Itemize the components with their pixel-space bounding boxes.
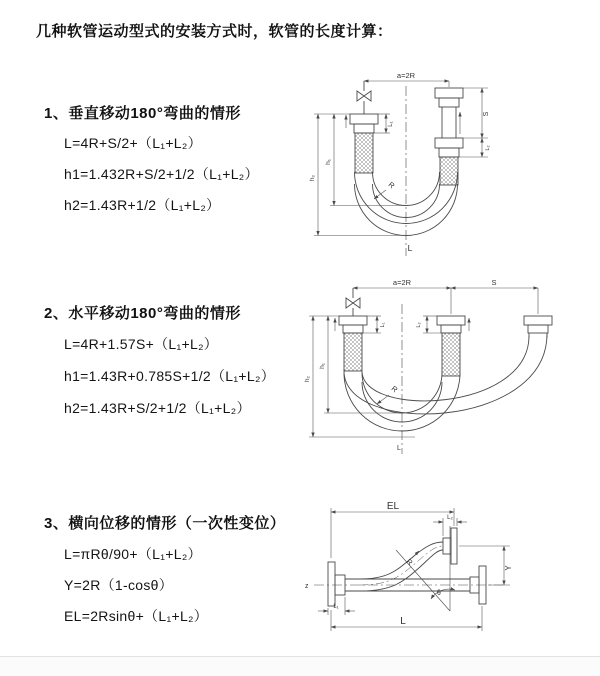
braided-hose [344,333,362,371]
pipe-fitting [350,114,378,124]
braided-hose [355,133,373,173]
section-2-heading: 2、水平移动180°弯曲的情形 [44,305,241,322]
dim-label-l1: L₁ [380,322,386,328]
hose-drawing [350,81,463,256]
dim-label-h2: h₂ [309,174,316,182]
dim-label-s: S [491,278,497,287]
dim-label-a2r: a=2R [396,71,416,80]
formula-line: h2=1.43R+S/2+1/2（L₁+L₂） [64,400,251,416]
dim-label-l1: L₁ [333,604,339,610]
hose-bend-arc [355,184,458,236]
braided-hose [440,157,458,185]
dim-label-a2r: a=2R [392,278,412,287]
radius-leader [412,551,419,558]
formula-line: L=4R+1.57S+（L₁+L₂） [64,336,219,352]
dim-label-l: L [407,243,413,253]
dimension-lines [309,288,538,437]
dimension-lines [314,81,488,236]
dim-label-r: R [404,556,415,568]
formula-line: h2=1.43R+1/2（L₁+L₂） [64,197,221,213]
pipe-fitting [437,316,465,325]
page-bottom-edge [0,656,600,676]
hose-drawing [339,288,552,454]
page-title: 几种软管运动型式的安装方式时，软管的长度计算： [36,23,393,40]
dim-label-y: Y [504,565,513,571]
formula-line: L=πRθ/90+（L₁+L₂） [64,546,202,562]
formula-line: h1=1.43R+0.785S+1/2（L₁+L₂） [64,368,275,384]
valve-icon [346,298,360,308]
formula-line: EL=2Rsinθ+（L₁+L₂） [64,608,209,624]
pipe-fitting [435,88,463,98]
dimension-lines [318,508,510,631]
dim-label-l: L [397,445,401,452]
section-1-heading: 1、垂直移动180°弯曲的情形 [44,105,241,122]
formula-line: h1=1.432R+S/2+1/2（L₁+L₂） [64,166,259,182]
pipe-fitting [339,316,367,325]
diagram-vertical-180-bend [306,66,596,261]
flange [451,528,457,564]
pipe-fitting [435,138,463,148]
formula-line: L=4R+S/2+（L₁+L₂） [64,135,202,151]
valve-icon [357,91,371,101]
dim-label-l2: L₂ [485,145,491,151]
dim-label-l1: L₁ [388,121,394,127]
flange [328,562,335,606]
dim-label-l2: L₂ [416,322,422,328]
dim-label-theta: θ [437,590,441,597]
section-3-heading: 3、横向位移的情形（一次性变位） [44,515,286,532]
dim-label-r: R [386,179,397,191]
dim-label-h2: h₂ [304,375,311,383]
dim-label-h1: h₁ [325,159,332,165]
hose-drawing [314,526,503,611]
dim-label-z: z [305,583,309,590]
dim-label-s: S [483,111,490,117]
diagram-horizontal-180-bend [303,276,598,461]
dim-label-l2: L₂ [447,515,453,521]
braided-hose [442,333,460,376]
radius-leader [377,395,389,404]
dim-label-el: EL [386,501,400,512]
hose-curve [360,542,443,579]
diagram-lateral-displacement [298,498,598,653]
dim-label-r: R [389,383,400,395]
formula-line: Y=2R（1-cosθ） [64,577,174,593]
pipe-fitting [524,316,552,325]
dim-label-h1: h₁ [319,363,326,369]
radius-line [396,550,450,611]
dim-label-l: L [400,616,406,627]
